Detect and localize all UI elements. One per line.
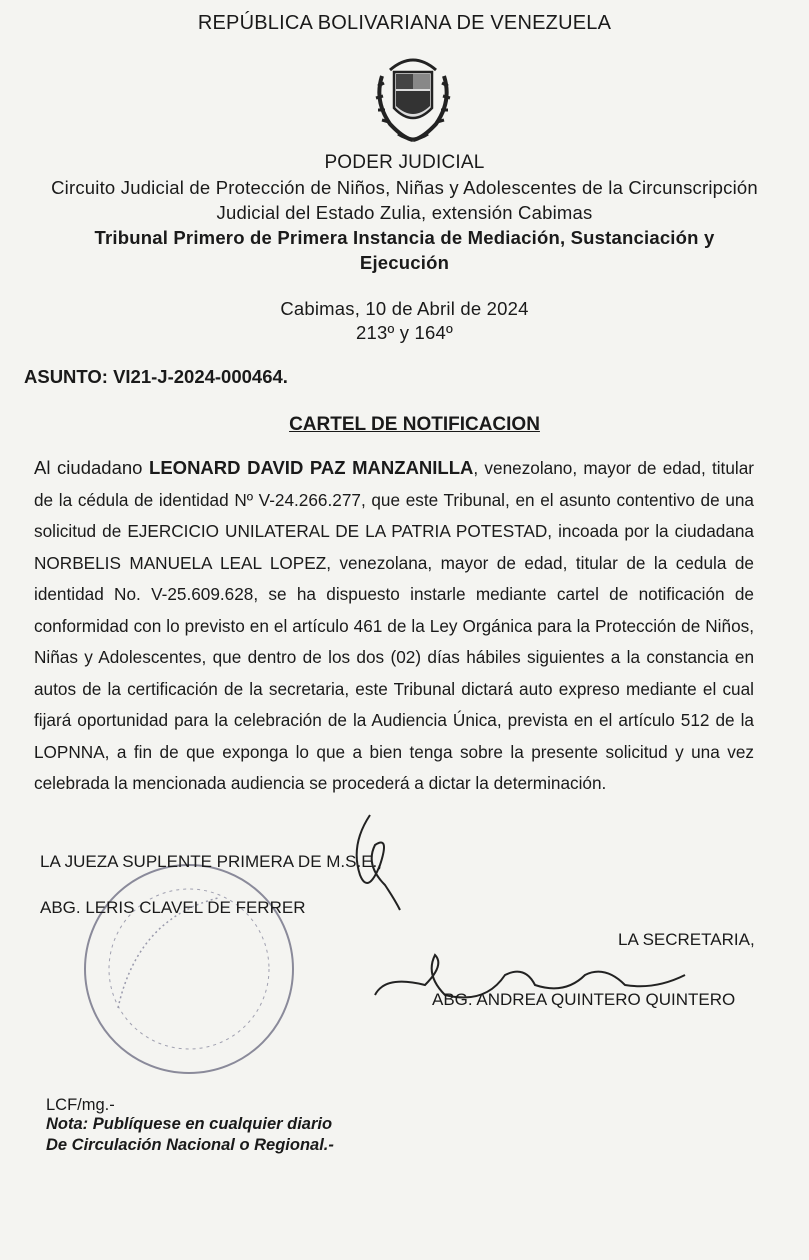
court-seal-stamp xyxy=(78,858,300,1080)
body-text: , venezolano, mayor de edad, titular de la cédula de identidad Nº V-24.266.277, que este Tribunal, en el asunto contentivo de una solicitud de EJERCICIO UNILATERAL DE LA PATRIA POTESTAD, incoada por la ciudadana NORBELIS MANUELA LEAL LOPEZ, venezolana, mayor de edad, titular de la cedula de identidad No. V-25.609.628, se ha dispuesto instarle mediante cartel de notificación de conformidad con lo previsto en el artículo 461 de la Ley Orgánica para la Protección de Niños, Niñas y Adolescentes, que dentro de los dos (02) días hábiles siguientes a la constancia en autos de la certificación de la secretaria, este Tribunal dictará auto expreso mediante el cual fijará oportunidad para la celebración de la Audiencia Única, prevista en el artículo 512 de la LOPNNA, a fin de que exponga lo que a bien tenga sobre la presente solicitud y una vez celebrada la mencionada audiencia se procederá a dictar la determinación. xyxy=(34,458,754,793)
coat-of-arms-emblem xyxy=(368,46,458,146)
recipient-name: LEONARD DAVID PAZ MANZANILLA xyxy=(149,457,474,478)
body-intro: Al ciudadano xyxy=(34,457,150,478)
years-line: 213º y 164º xyxy=(356,322,453,343)
publication-note-line-1: Nota: Publíquese en cualquier diario xyxy=(46,1115,333,1133)
circuit-line-1: Circuito Judicial de Protección de Niños, Niñas y Adolescentes de la Circunscripción xyxy=(51,177,758,198)
judge-name: ABG. LERIS CLAVEL DE FERRER xyxy=(40,898,306,917)
secretary-name: ABG. ANDREA QUINTERO QUINTERO xyxy=(432,990,736,1009)
republic-heading: REPÚBLICA BOLIVARIANA DE VENEZUELA xyxy=(197,12,612,34)
judge-title: LA JUEZA SUPLENTE PRIMERA DE M.S.E., xyxy=(40,852,382,871)
secretary-title: LA SECRETARIA, xyxy=(618,930,755,949)
tribunal-line-2: Ejecución xyxy=(359,252,450,273)
circuit-line-2: Judicial del Estado Zulia, extensión Cabimas xyxy=(216,202,593,223)
place-date: Cabimas, 10 de Abril de 2024 xyxy=(280,298,529,319)
document-title: CARTEL DE NOTIFICACION xyxy=(289,414,540,435)
judicial-power-heading: PODER JUDICIAL xyxy=(324,152,485,173)
publication-note-line-2: De Circulación Nacional o Regional.- xyxy=(46,1136,334,1154)
notification-body xyxy=(34,452,754,800)
case-subject: ASUNTO: VI21-J-2024-000464. xyxy=(24,366,288,387)
initials: LCF/mg.- xyxy=(46,1096,115,1114)
tribunal-line-1: Tribunal Primero de Primera Instancia de Mediación, Sustanciación y xyxy=(94,227,715,248)
